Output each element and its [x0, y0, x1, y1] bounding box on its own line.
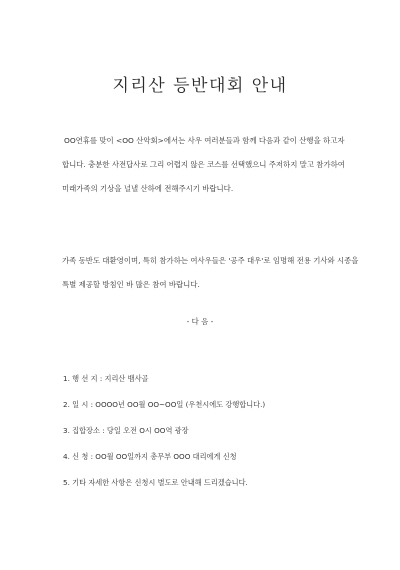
intro-paragraph: OO연휴를 맞이 <OO 산악회>에서는 사우 여러분들과 함께 다음과 같이 산행을 하고자 합니다. 충분한 사전답사로 그리 어렵지 않은 코스를 선택했으니 주저하지 말고 참가하여 미래가족의 기상을 널낼 산하에 전해주시기 바랍니다. [62, 136, 345, 193]
details-item-meeting-place: 3. 집합장소 : 당일 오전 O시 OO역 광장 [63, 426, 189, 435]
family-paragraph: 가족 동반도 대환영이며, 특히 참가하는 여사우들은 '공주 대우'로 임명해 전용 기사와 시종을 특별 제공할 방침인 바 많은 참여 바랍니다. [62, 256, 359, 289]
details-heading: - 다 음 - [186, 317, 214, 326]
details-item-destination: 1. 행 선 지 : 지리산 뱀사골 [63, 374, 149, 383]
document-title: 지리산 등반대회 안내 [112, 76, 288, 96]
details-list [63, 372, 363, 502]
details-item-other: 5. 기타 자세한 사항은 신청시 별도로 안내해 드리겠습니다. [63, 478, 248, 487]
details-item-date: 2. 일 시 : OOOO년 OO월 OO~OO일 (우천시에도 강행합니다.) [63, 400, 266, 409]
details-item-application: 4. 신 청 : OO월 OO일까지 총무부 OOO 대리에게 신청 [63, 452, 237, 461]
